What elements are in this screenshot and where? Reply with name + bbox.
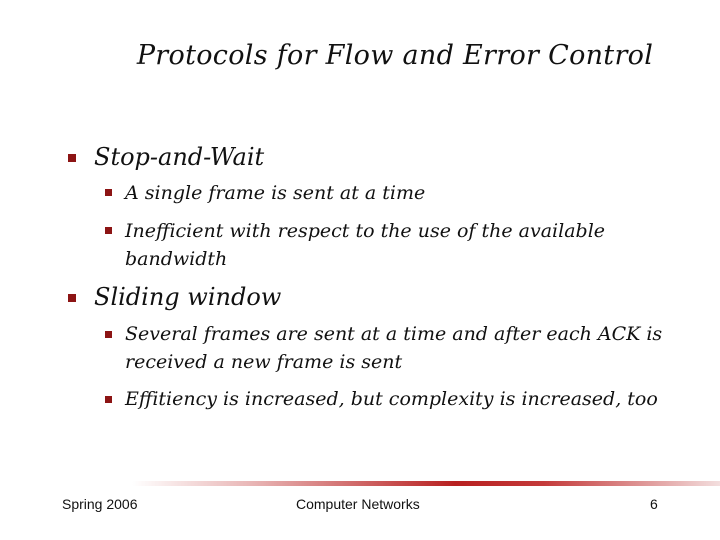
sub-bullet-efficiency: Effitiency is increased, but complexity is increased, too	[125, 388, 658, 410]
sub-bullet-square-icon	[105, 227, 112, 234]
bullet-stop-and-wait: Stop-and-Wait	[94, 143, 265, 171]
sub-bullet-square-icon	[105, 189, 112, 196]
footer-course-title: Computer Networks	[296, 496, 420, 512]
sub-bullet-square-icon	[105, 396, 112, 403]
sub-bullet-inefficient: Inefficient with respect to the use of the available bandwidth	[125, 220, 606, 270]
bullet-square-icon	[68, 294, 76, 302]
bullet-sliding-window: Sliding window	[94, 283, 282, 311]
sub-bullet-several-frames: Several frames are sent at a time and after each ACK is received a new frame is sent	[125, 323, 663, 373]
sub-bullet-single-frame: A single frame is sent at a time	[125, 182, 426, 204]
bullet-square-icon	[68, 154, 76, 162]
slide-number: 6	[650, 496, 658, 512]
footer-accent-bar	[132, 481, 720, 486]
slide-title: Protocols for Flow and Error Control	[136, 40, 654, 71]
footer-date: Spring 2006	[62, 496, 138, 512]
sub-bullet-square-icon	[105, 331, 112, 338]
